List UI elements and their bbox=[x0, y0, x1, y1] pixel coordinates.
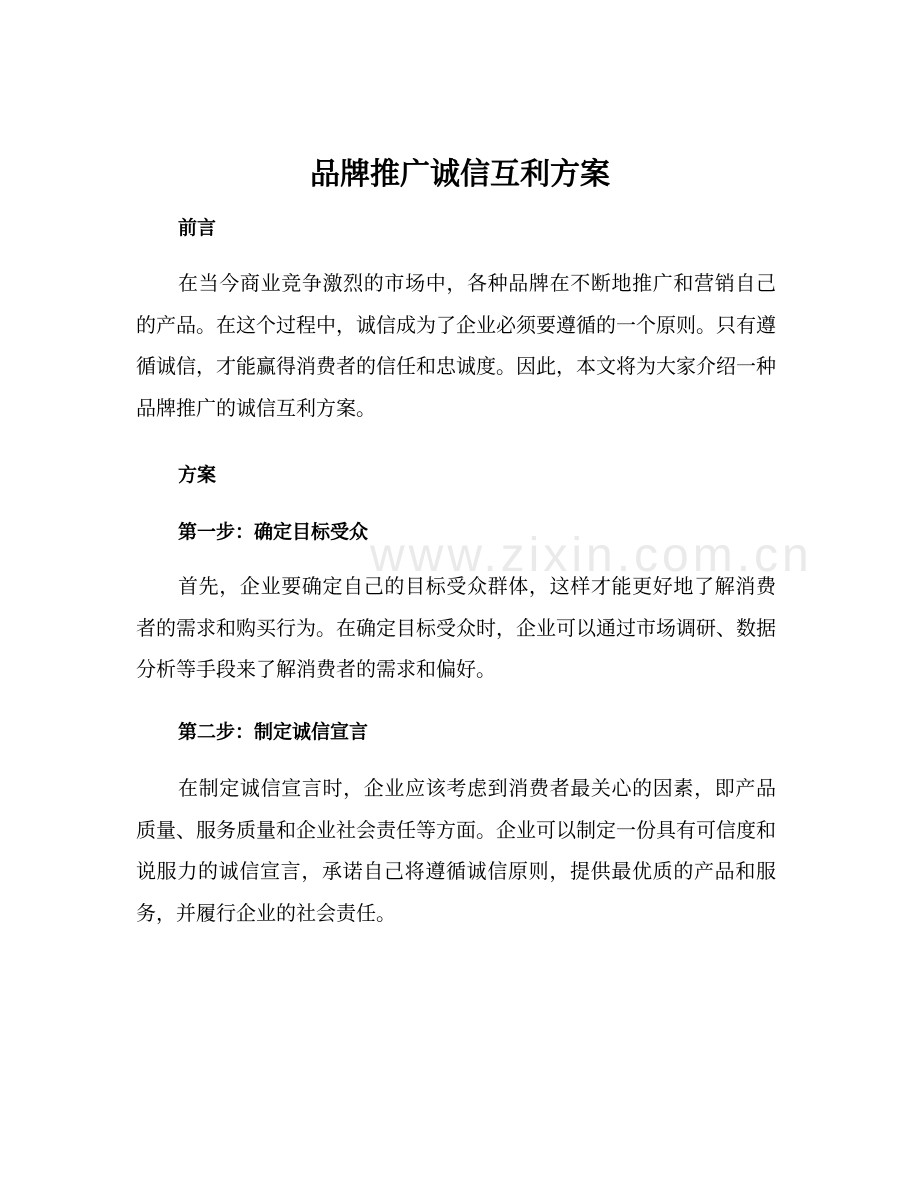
step1-heading: 第一步：确定目标受众 bbox=[178, 521, 369, 543]
preface-paragraph: 在当今商业竞争激烈的市场中，各种品牌在不断地推广和营销自己的产品。在这个过程中，诚信成为了企业必须要遵循的一个原则。只有遵循诚信，才能赢得消费者的信任和忠诚度。因此，本文将为大家介绍一种品牌推广的诚信互利方案。 bbox=[136, 271, 776, 420]
plan-heading: 方案 bbox=[178, 464, 217, 486]
watermark: www.zixin.com.cn bbox=[370, 529, 813, 582]
document-title: 品牌推广诚信互利方案 bbox=[310, 157, 610, 192]
step1-paragraph: 首先，企业要确定自己的目标受众群体，这样才能更好地了解消费者的需求和购买行为。在确定目标受众时，企业可以通过市场调研、数据分析等手段来了解消费者的需求和偏好。 bbox=[136, 574, 776, 681]
step2-paragraph: 在制定诚信宣言时，企业应该考虑到消费者最关心的因素，即产品质量、服务质量和企业社会责任等方面。企业可以制定一份具有可信度和说服力的诚信宣言，承诺自己将遵循诚信原则，提供最优质的产品和服务，并履行企业的社会责任。 bbox=[136, 776, 776, 925]
step2-heading: 第二步：制定诚信宣言 bbox=[178, 721, 369, 743]
preface-heading: 前言 bbox=[178, 217, 217, 239]
